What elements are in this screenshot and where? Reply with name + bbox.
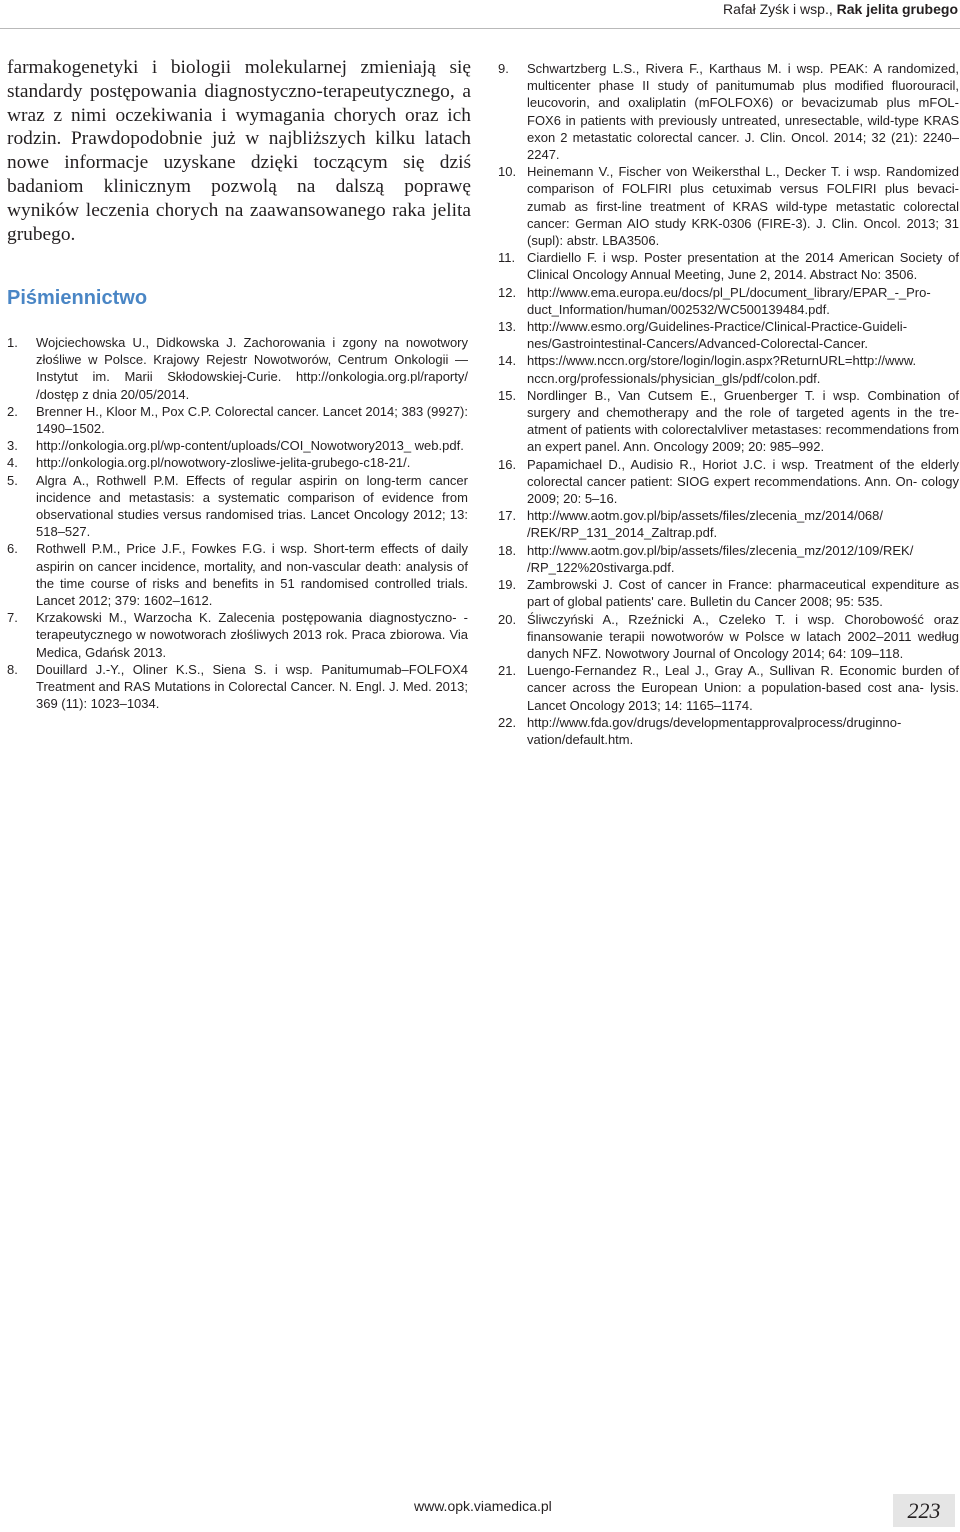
reference-item bbox=[498, 249, 959, 283]
page-number: 223 bbox=[907, 1498, 941, 1523]
reference-text: Krzakowski M., Warzocha K. Zalecenia postępowania diagnostyczno- -terapeutycznego w nowotworach złośliwych 2013 rok. Praca zbiorowa. Via Medica, Gdańsk 2013. bbox=[36, 610, 468, 660]
reference-text: Algra A., Rothwell P.M. Effects of regular aspirin on long-term cancer incidence and metastasis: a systematic comparison of evidence from observational studies versus randomised trias. Lancet Oncology 2012; 13: 518–527. bbox=[36, 472, 468, 540]
reference-number: 20. bbox=[498, 611, 517, 627]
references-list-left bbox=[7, 334, 468, 712]
reference-text: Heinemann V., Fischer von Weikersthal L., Decker T. i wsp. Randomized comparison of FOLFIRI plus cetuximab versus FOLFIRI plus bevaci- zumab as first-line treatment of KRAS wild-type metastatic colorectal cancer: German AIO study KRK-0306 (FIRE-3). J. Clin. Oncol. 2013; 31 (supl): abstr. LBA3506. bbox=[527, 164, 959, 249]
reference-text: Zambrowski J. Cost of cancer in France: pharmaceutical expenditure as part of global patients' care. Bulletin du Cancer 2008; 95: 535. bbox=[527, 577, 959, 610]
reference-number: 18. bbox=[498, 542, 517, 558]
reference-text: Papamichael D., Audisio R., Horiot J.C. i wsp. Treatment of the elderly colorectal cancer patient: SIOG expert recommendations. Ann. On- cology 2009; 20: 5–16. bbox=[527, 456, 959, 507]
reference-item bbox=[498, 456, 959, 508]
reference-item bbox=[498, 714, 959, 748]
reference-item bbox=[498, 662, 959, 714]
reference-item bbox=[498, 542, 959, 576]
reference-number: 4. bbox=[7, 455, 18, 471]
reference-item bbox=[7, 609, 468, 661]
reference-number: 15. bbox=[498, 387, 517, 403]
reference-item bbox=[7, 661, 468, 713]
reference-text: http://www.aotm.gov.pl/bip/assets/files/zlecenia_mz/2012/109/REK/ /RP_122%20stivarga.pdf. bbox=[527, 542, 914, 575]
reference-number: 10. bbox=[498, 164, 517, 180]
reference-number: 16. bbox=[498, 456, 517, 472]
page-number-box bbox=[893, 1494, 955, 1527]
reference-number: 14. bbox=[498, 353, 517, 369]
reference-number: 8. bbox=[7, 661, 18, 677]
reference-number: 6. bbox=[7, 541, 18, 557]
reference-item bbox=[498, 387, 959, 456]
reference-item bbox=[498, 507, 959, 541]
reference-number: 11. bbox=[498, 250, 516, 266]
reference-number: 17. bbox=[498, 508, 517, 524]
reference-text: Śliwczyński A., Rzeźnicki A., Czeleko T. i wsp. Chorobowość oraz finansowanie terapii nowotworów w Polsce w latach 2002–2011 według danych NFZ. Nowotwory Journal of Oncology 2014; 64: 109–118. bbox=[527, 611, 959, 661]
reference-number: 3. bbox=[7, 438, 18, 454]
reference-item bbox=[498, 318, 959, 352]
footer-url[interactable]: www.opk.viamedica.pl bbox=[414, 1498, 552, 1514]
reference-number: 1. bbox=[7, 335, 18, 350]
reference-text: http://www.fda.gov/drugs/developmentapprovalprocess/druginno- vation/default.htm. bbox=[527, 714, 902, 747]
reference-text: http://www.aotm.gov.pl/bip/assets/files/zlecenia_mz/2014/068/ /REK/RP_131_2014_Zaltrap.pdf. bbox=[527, 508, 884, 541]
reference-text: Nordlinger B., Van Cutsem E., Gruenberger T. i wsp. Combination of surgery and chemotherapy and the role of targeted agents in the tre- atment of patients with colorectalvliver metastases: recommendations from an expert panel. Ann. Oncology 2009; 20: 985–992. bbox=[527, 387, 959, 455]
reference-number: 19. bbox=[498, 577, 517, 593]
reference-text: https://www.nccn.org/store/login/login.aspx?ReturnURL=http://www. nccn.org/professionals/physician_gls/pdf/colon.pdf. bbox=[527, 353, 917, 386]
reference-item bbox=[498, 611, 959, 663]
header-rule bbox=[0, 28, 960, 29]
reference-item bbox=[498, 163, 959, 249]
reference-text: Rothwell P.M., Price J.F., Fowkes F.G. i wsp. Short-term effects of daily aspirin on cancer incidence, mortality, and non-vascular death: analysis of the time course of risks and benefits in 51 randomised controlled trials. Lancet 2012; 379: 1602–1612. bbox=[36, 541, 468, 609]
reference-item bbox=[498, 576, 959, 610]
reference-text: http://www.esmo.org/Guidelines-Practice/Clinical-Practice-Guideli- nes/Gastrointestinal-Cancers/Advanced-Colorectal-Cancer. bbox=[527, 319, 908, 352]
reference-text: Wojciechowska U., Didkowska J. Zachorowania i zgony na nowotwory złośliwe w Polsce. Krajowy Rejestr Nowotworów, Centrum Onkologii — Instytut im. Marii Skłodowskiej-Curie. http://onkologia.org.pl/raporty/ /dostęp z dnia 20/05/2014. bbox=[36, 335, 468, 402]
body-text-column bbox=[7, 56, 471, 246]
reference-number: 12. bbox=[498, 284, 517, 300]
reference-text: Schwartzberg L.S., Rivera F., Karthaus M. i wsp. PEAK: A randomized, multicenter phase II study of panitumumab plus modified fluorouracil, leucovorin, and oxaliplatin (mFOLFOX6) or bevacizumab plus mFOL- FOX6 in patients with previously untreated, unresectable, wild-type KRAS exon 2 metastatic colorectal cancer. J. Clin. Oncol. 2014; 32 (21): 2240–2247. bbox=[527, 61, 959, 163]
reference-item bbox=[7, 454, 468, 471]
running-header bbox=[0, 0, 960, 30]
body-paragraph: farmakogenetyki i biologii molekularnej zmieniają się standardy postępowania diagnostyczno-terapeutycznego, a wraz z nimi oczekiwania i wymagania chorych oraz ich rodzin. Prawdopodobnie już w najbliższych kilku latach nowe informacje uzyskane dzięki toczącym się dziś badaniom klinicznym pozwolą na dalszą poprawę wyników leczenia chorych na zaawansowanego raka jelita grubego. bbox=[7, 57, 471, 245]
reference-item bbox=[7, 437, 468, 454]
references-list-right bbox=[498, 60, 959, 748]
reference-number: 13. bbox=[498, 319, 517, 335]
header-title: Rak jelita grubego bbox=[836, 1, 958, 17]
reference-item bbox=[7, 403, 468, 437]
reference-item bbox=[7, 540, 468, 609]
reference-item bbox=[7, 334, 468, 403]
reference-text: Brenner H., Kloor M., Pox C.P. Colorectal cancer. Lancet 2014; 383 (9927): 1490–1502. bbox=[36, 403, 468, 437]
running-header-text bbox=[723, 0, 958, 18]
reference-item bbox=[498, 60, 959, 163]
reference-text: Ciardiello F. i wsp. Poster presentation at the 2014 American Society of Clinical Oncology Annual Meeting, June 2, 2014. Abstract No: 3506. bbox=[527, 250, 959, 283]
reference-item bbox=[498, 352, 959, 386]
reference-item bbox=[498, 284, 959, 318]
reference-text: http://onkologia.org.pl/nowotwory-zlosliwe-jelita-grubego-c18-21/. bbox=[36, 455, 411, 471]
reference-number: 2. bbox=[7, 403, 18, 419]
reference-text: http://www.ema.europa.eu/docs/pl_PL/document_library/EPAR_-_Pro- duct_Information/human/002532/WC500139484.pdf. bbox=[527, 284, 931, 317]
reference-text: http://onkologia.org.pl/wp-content/uploads/COI_Nowotwory2013_ web.pdf. bbox=[36, 438, 464, 454]
reference-number: 9. bbox=[498, 61, 509, 76]
reference-text: Luengo-Fernandez R., Leal J., Gray A., Sullivan R. Economic burden of cancer across the European Union: a population-based cost ana- lysis. Lancet Oncology 2013; 14: 1165–1174. bbox=[527, 663, 959, 713]
header-authors: Rafał Zyśk i wsp., bbox=[723, 1, 833, 17]
reference-number: 22. bbox=[498, 714, 517, 730]
reference-item bbox=[7, 472, 468, 541]
reference-text: Douillard J.-Y., Oliner K.S., Siena S. i wsp. Panitumumab–FOLFOX4 Treatment and RAS Mutations in Colorectal Cancer. N. Engl. J. Med. 2013; 369 (11): 1023–1034. bbox=[36, 661, 468, 712]
reference-number: 21. bbox=[498, 663, 517, 679]
reference-number: 5. bbox=[7, 472, 18, 488]
section-title: Piśmiennictwo bbox=[7, 287, 148, 309]
reference-number: 7. bbox=[7, 610, 18, 626]
